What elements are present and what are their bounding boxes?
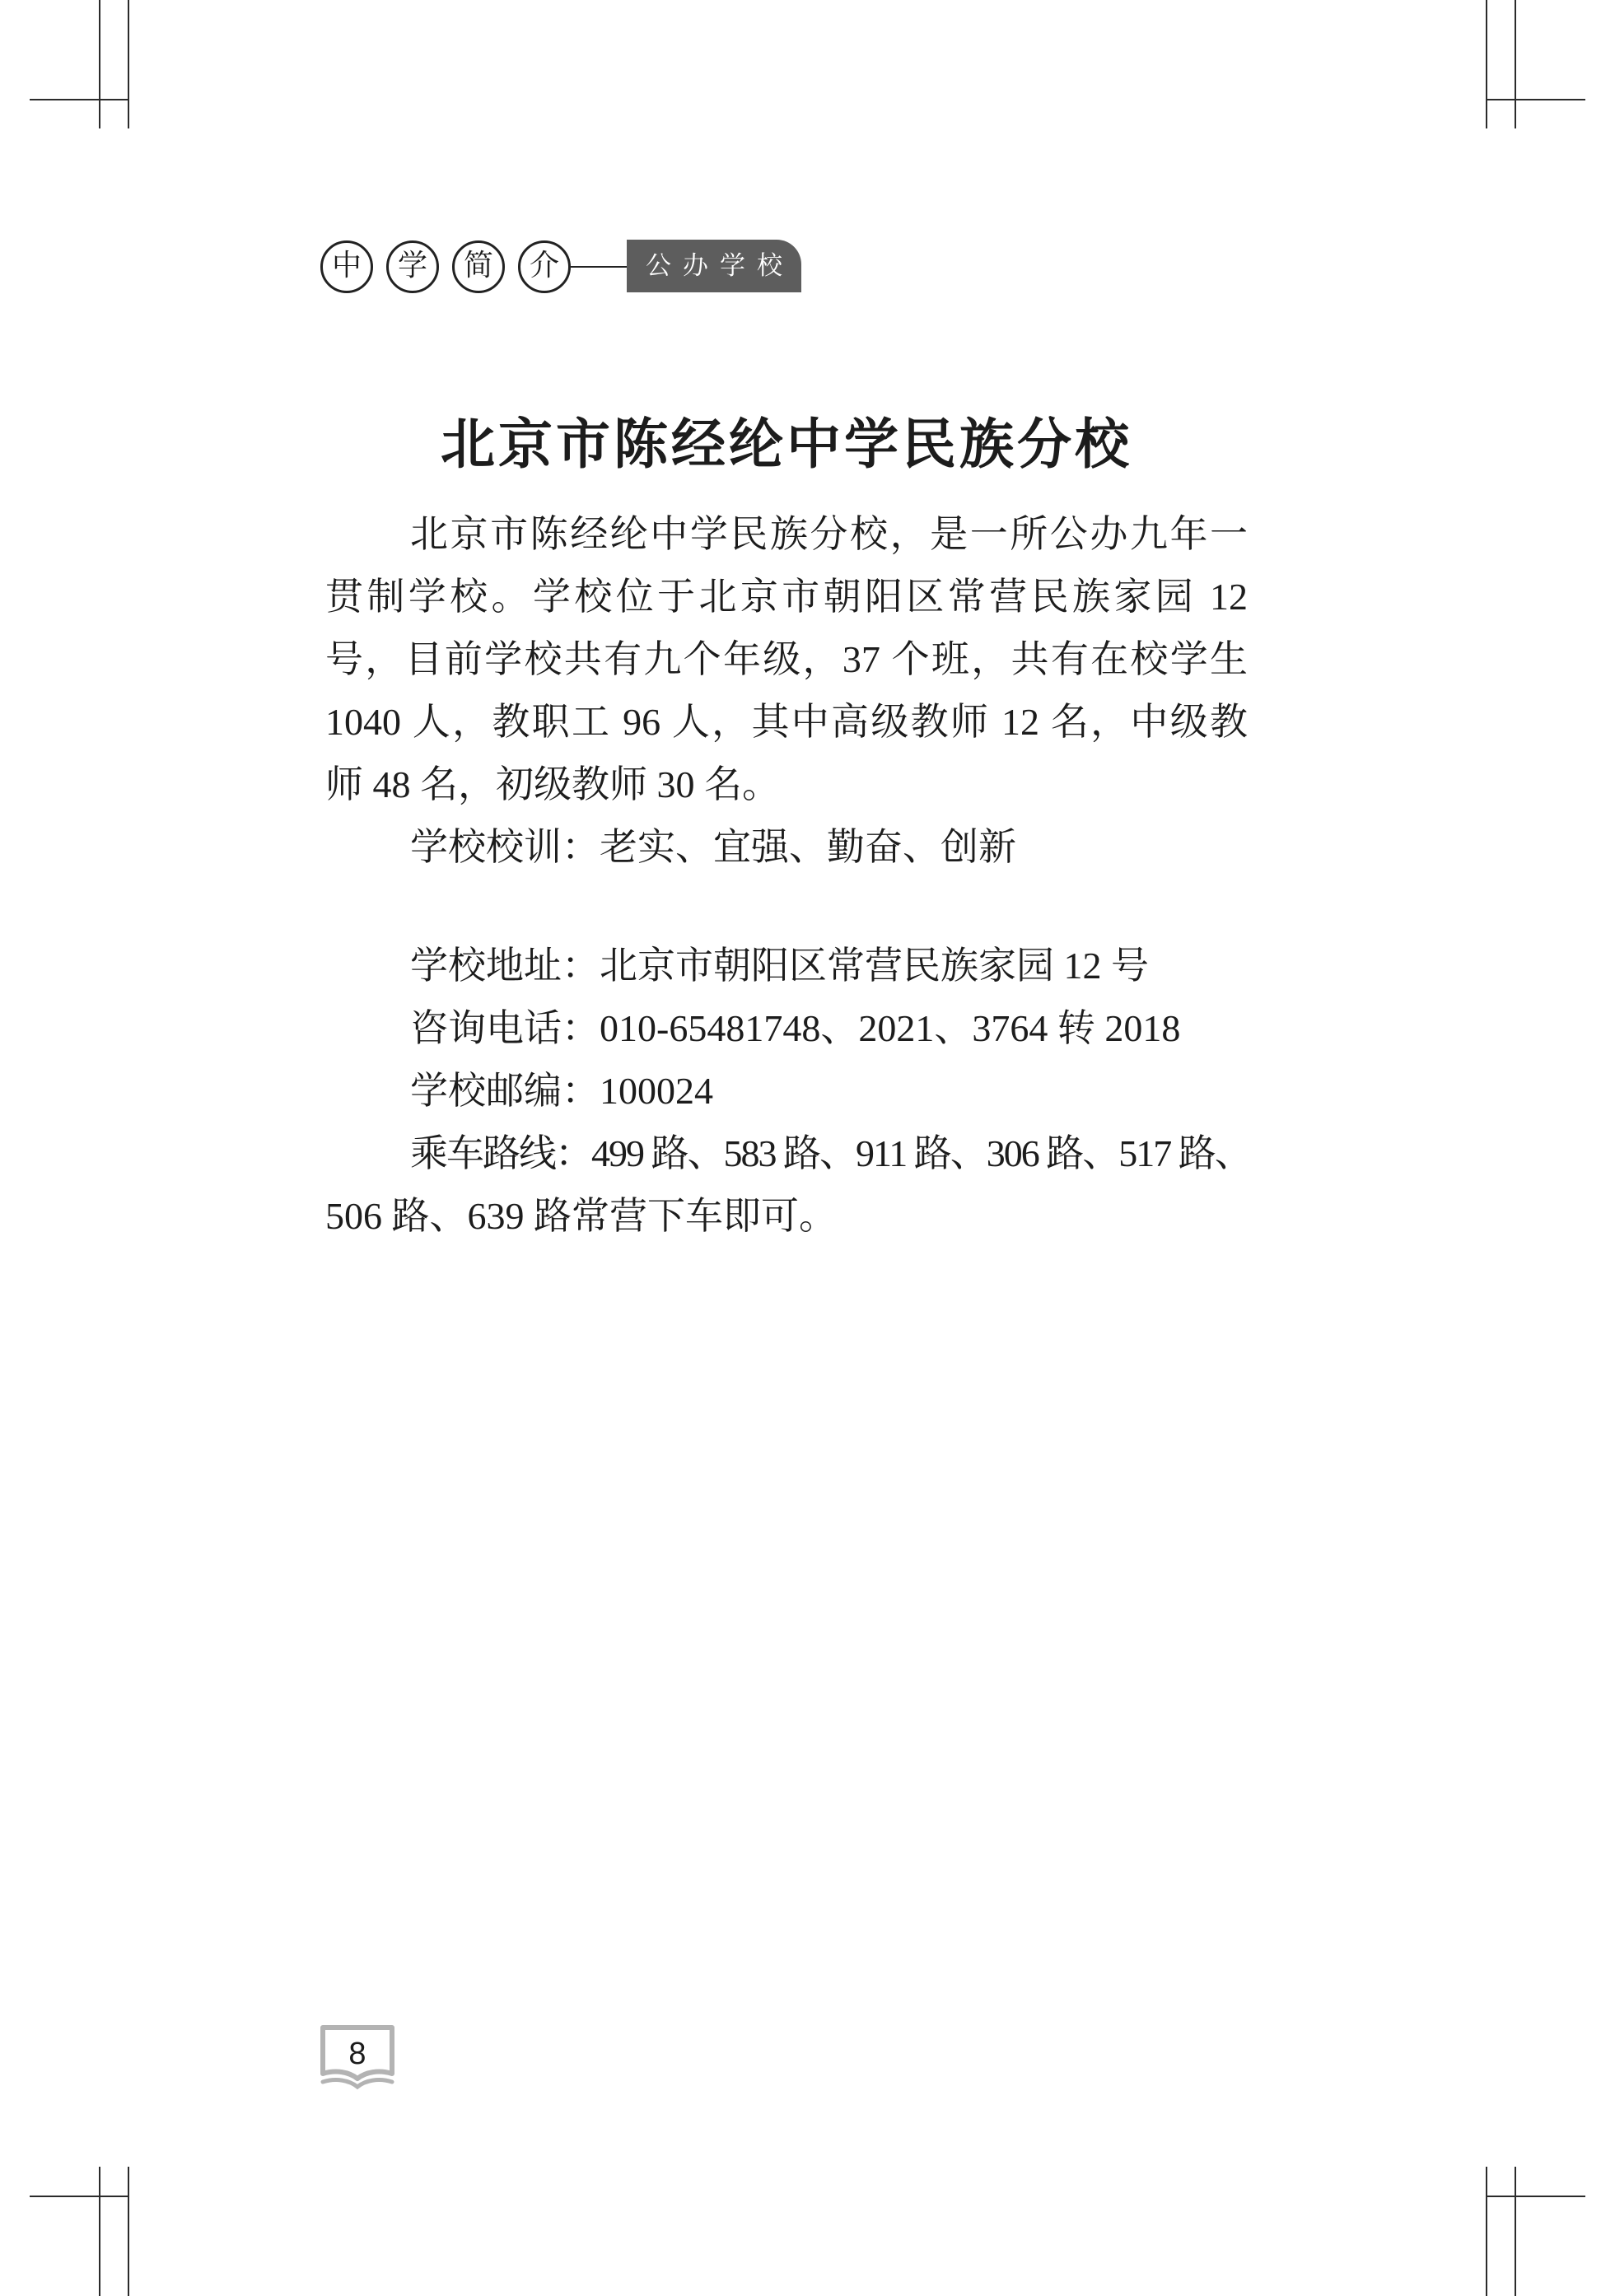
crop-mark-top-right [1487,0,1585,128]
intro-line-1: 北京市陈经纶中学民族分校，是一所公办九年一 [410,513,1248,555]
phone-label: 咨询电话： [410,1007,600,1049]
article-title: 北京市陈经纶中学民族分校 [441,413,1132,476]
address-label: 学校地址： [410,945,600,987]
bus-routes-line-2: 506 路、639 路常营下车即可。 [325,1195,837,1237]
article-body [325,503,1251,1248]
bus-routes-value-1: 499 路、583 路、911 路、306 路、517 路、 [591,1132,1251,1174]
crop-mark-top-left [30,0,128,128]
phone-value: 010-65481748、2021、3764 转 2018 [600,1007,1181,1049]
intro-line-5: 师 48 名，初级教师 30 名。 [325,763,780,805]
phone-line [325,997,1248,1060]
crop-mark-bottom-right [1487,2167,1585,2296]
bus-routes-line-1 [325,1122,1251,1185]
motto-line [325,816,1248,879]
crop-mark-bottom-left [30,2167,128,2296]
postcode-value: 100024 [600,1070,713,1112]
paragraph-gap [325,879,1248,935]
category-tab: 公办学校 [627,240,801,292]
header-connector-line [571,266,627,268]
section-title-char-2: 学 [386,240,439,293]
intro-line-3: 号，目前学校共有九个年级，37 个班，共有在校学生 [325,638,1248,680]
section-title-char-3: 简 [452,240,505,293]
section-title-char-1: 中 [320,240,373,293]
motto-label: 学校校训： [410,826,600,868]
address-value: 北京市朝阳区常营民族家园 12 号 [600,945,1149,987]
page-number [320,2024,395,2090]
postcode-label: 学校邮编： [410,1070,600,1112]
intro-line-2: 贯制学校。学校位于北京市朝阳区常营民族家园 12 [325,576,1248,618]
page-number-value: 8 [348,2037,366,2071]
section-title-char-4: 介 [518,240,571,293]
postcode-line [325,1060,1248,1122]
motto-value: 老实、宜强、勤奋、创新 [600,826,1016,868]
intro-line-4: 1040 人，教职工 96 人，其中高级教师 12 名，中级教 [325,701,1248,743]
bus-routes-label: 乘车路线： [410,1132,591,1174]
address-line [325,935,1248,997]
